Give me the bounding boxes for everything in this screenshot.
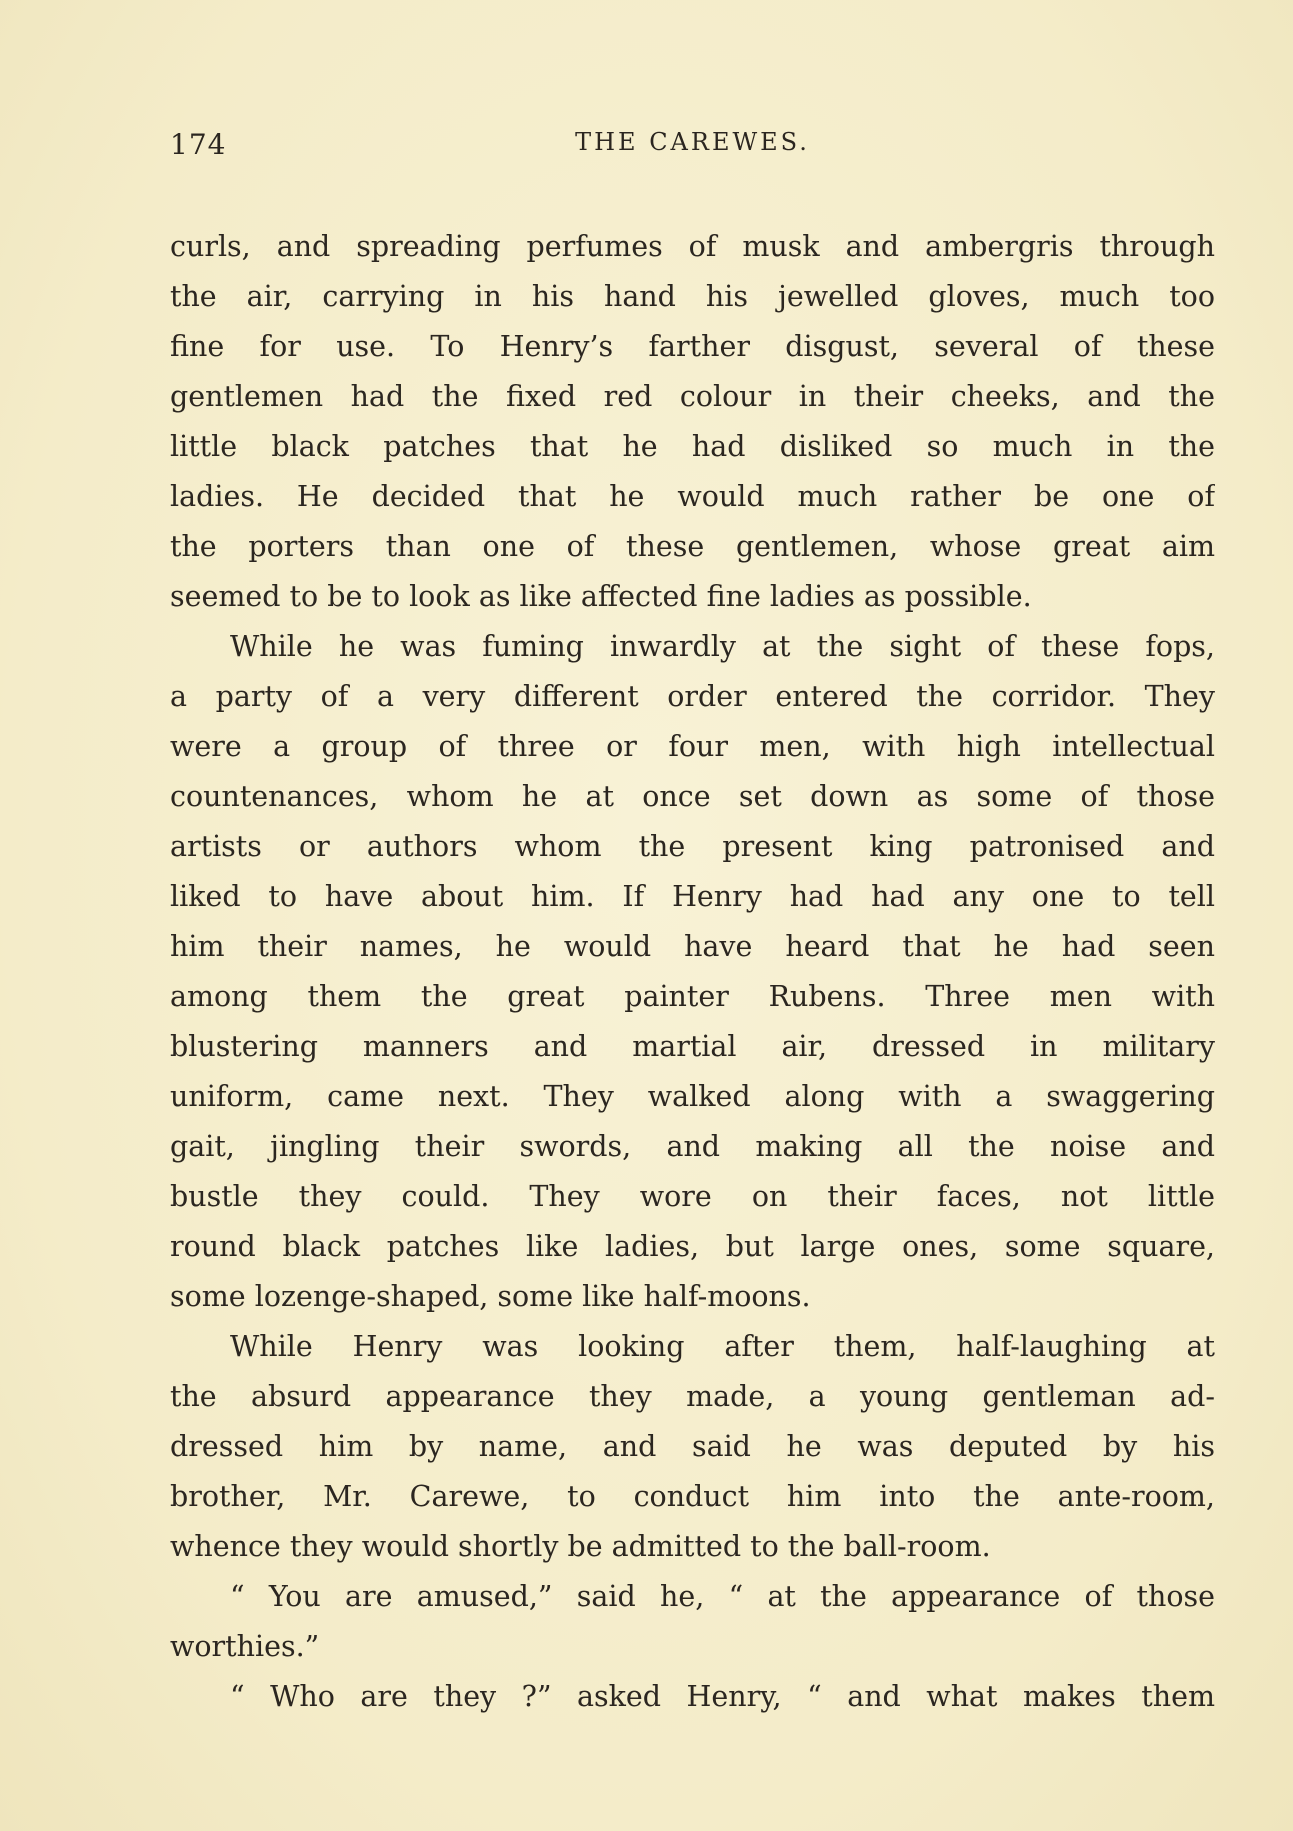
text-line: uniform, came next. They walked along with a swaggering	[170, 1080, 1215, 1113]
text-line: “ Who are they ?” asked Henry, “ and what makes them	[230, 1680, 1215, 1713]
text-line: While he was fuming inwardly at the sight of these fops,	[230, 630, 1215, 663]
text-line: the porters than one of these gentlemen, whose great aim	[170, 530, 1215, 563]
text-line: countenances, whom he at once set down as some of those	[170, 780, 1215, 813]
text-line: gait, jingling their swords, and making all the noise and	[170, 1130, 1215, 1163]
text-line: worthies.”	[170, 1630, 320, 1663]
text-line: round black patches like ladies, but large ones, some square,	[170, 1230, 1215, 1263]
text-line: liked to have about him. If Henry had had any one to tell	[170, 880, 1215, 913]
text-line: whence they would shortly be admitted to the ball-room.	[170, 1530, 991, 1563]
running-head: THE CAREWES.	[575, 128, 810, 156]
text-line: seemed to be to look as like affected fine ladies as possible.	[170, 580, 1032, 613]
text-line: a party of a very different order entered the corridor. They	[170, 680, 1215, 713]
text-line: curls, and spreading perfumes of musk and ambergris through	[170, 230, 1215, 263]
text-line: the absurd appearance they made, a young gentleman ad-	[170, 1380, 1215, 1413]
page-number: 174	[170, 128, 227, 161]
text-line: While Henry was looking after them, half-laughing at	[230, 1330, 1215, 1363]
text-line: among them the great painter Rubens. Three men with	[170, 980, 1215, 1013]
body-text	[170, 222, 1215, 1722]
text-line: blustering manners and martial air, dressed in military	[170, 1030, 1215, 1063]
page-header	[170, 128, 1215, 168]
text-line: gentlemen had the fixed red colour in their cheeks, and the	[170, 380, 1215, 413]
text-line: “ You are amused,” said he, “ at the appearance of those	[230, 1580, 1215, 1613]
text-line: brother, Mr. Carewe, to conduct him into the ante-room,	[170, 1480, 1215, 1513]
text-line: fine for use. To Henry’s farther disgust, several of these	[170, 330, 1215, 363]
text-line: some lozenge-shaped, some like half-moons.	[170, 1280, 811, 1313]
text-line: him their names, he would have heard that he had seen	[170, 930, 1215, 963]
text-line: were a group of three or four men, with high intellectual	[170, 730, 1215, 763]
text-line: dressed him by name, and said he was deputed by his	[170, 1430, 1215, 1463]
text-line: ladies. He decided that he would much rather be one of	[170, 480, 1215, 513]
text-line: bustle they could. They wore on their faces, not little	[170, 1180, 1215, 1213]
text-line: artists or authors whom the present king patronised and	[170, 830, 1215, 863]
text-line: the air, carrying in his hand his jewelled gloves, much too	[170, 280, 1215, 313]
text-line: little black patches that he had disliked so much in the	[170, 430, 1215, 463]
